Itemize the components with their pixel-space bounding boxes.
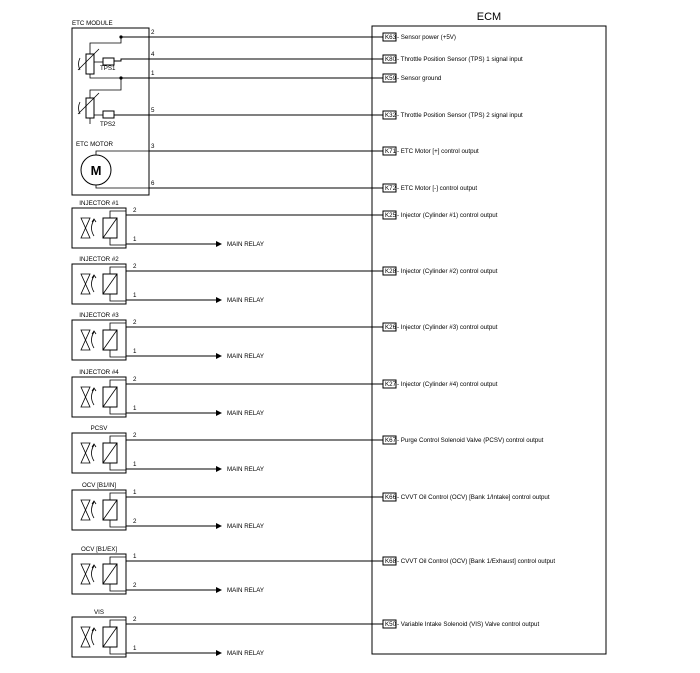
actuator-name-1: INJECTOR #2 — [79, 256, 119, 263]
etc-text-4: - ETC Motor [+] control output — [397, 148, 479, 155]
relay-label-3: MAIN RELAY — [227, 410, 265, 417]
terminal-text-6: - CVVT Oil Control (OCV) [Bank 1/Exhaust] control output — [397, 558, 556, 565]
relay-pin-4: 1 — [133, 461, 137, 468]
etc-pin-3: 5 — [151, 107, 155, 114]
actuator-name-3: INJECTOR #4 — [79, 369, 119, 376]
arrow-icon-2 — [216, 353, 222, 359]
actuator-box-2 — [72, 320, 126, 360]
relay-label-4: MAIN RELAY — [227, 466, 265, 473]
signal-pin-3: 2 — [133, 376, 137, 383]
arrow-icon-6 — [216, 587, 222, 593]
terminal-3: K27 — [385, 381, 397, 388]
actuator-box-3 — [72, 377, 126, 417]
arrow-icon-4 — [216, 466, 222, 472]
etc-terminal-3: K32 — [385, 112, 397, 119]
relay-pin-7: 1 — [133, 645, 137, 652]
actuator-box-4 — [72, 433, 126, 473]
terminal-1: K28 — [385, 268, 397, 275]
actuator-box-5 — [72, 490, 126, 530]
actuator-name-4: PCSV — [90, 425, 108, 432]
arrow-icon-7 — [216, 650, 222, 656]
etc-text-2: - Sensor ground — [397, 75, 442, 82]
etc-motor-symbol: M — [90, 163, 102, 178]
ecm-title: ECM — [476, 11, 502, 23]
arrow-icon-3 — [216, 410, 222, 416]
relay-pin-6: 2 — [133, 582, 137, 589]
etc-motor-label: ETC MOTOR — [76, 141, 114, 148]
signal-pin-2: 2 — [133, 319, 137, 326]
relay-pin-2: 1 — [133, 348, 137, 355]
relay-label-5: MAIN RELAY — [227, 523, 265, 530]
arrow-icon-5 — [216, 523, 222, 529]
terminal-text-7: - Variable Intake Solenoid (VIS) Valve control output — [397, 621, 540, 628]
relay-label-6: MAIN RELAY — [227, 587, 265, 594]
etc-pin-5: 6 — [151, 180, 155, 187]
signal-pin-1: 2 — [133, 263, 137, 270]
terminal-4: K67 — [385, 437, 397, 444]
relay-pin-1: 1 — [133, 292, 137, 299]
terminal-6: K68 — [385, 558, 397, 565]
signal-pin-0: 2 — [133, 207, 137, 214]
actuator-name-0: INJECTOR #1 — [79, 200, 119, 207]
terminal-text-3: - Injector (Cylinder #4) control output — [397, 381, 498, 388]
relay-pin-5: 2 — [133, 518, 137, 525]
actuator-name-7: VIS — [94, 609, 104, 616]
terminal-2: K26 — [385, 324, 397, 331]
etc-module-title: ETC MODULE — [72, 20, 113, 27]
actuator-box-1 — [72, 264, 126, 304]
etc-text-1: - Throttle Position Sensor (TPS) 1 signal input — [397, 56, 523, 63]
terminal-text-1: - Injector (Cylinder #2) control output — [397, 268, 498, 275]
etc-pin-0: 2 — [151, 29, 155, 36]
relay-pin-0: 1 — [133, 236, 137, 243]
terminal-text-0: - Injector (Cylinder #1) control output — [397, 212, 498, 219]
actuator-box-0 — [72, 208, 126, 248]
actuator-name-2: INJECTOR #3 — [79, 312, 119, 319]
relay-label-0: MAIN RELAY — [227, 241, 265, 248]
terminal-7: K50 — [385, 621, 397, 628]
etc-text-5: - ETC Motor [-] control output — [397, 185, 478, 192]
signal-pin-4: 2 — [133, 432, 137, 439]
signal-pin-5: 1 — [133, 489, 137, 496]
arrow-icon-1 — [216, 297, 222, 303]
actuator-name-5: OCV [B1/IN] — [81, 482, 117, 489]
etc-text-3: - Throttle Position Sensor (TPS) 2 signal input — [397, 112, 523, 119]
etc-pin-2: 1 — [151, 70, 155, 77]
etc-pin-1: 4 — [151, 51, 155, 58]
etc-terminal-2: K59 — [385, 75, 397, 82]
terminal-text-2: - Injector (Cylinder #3) control output — [397, 324, 498, 331]
relay-label-7: MAIN RELAY — [227, 650, 265, 657]
terminal-text-5: - CVVT Oil Control (OCV) [Bank 1/Intake] control output — [397, 494, 550, 501]
etc-terminal-5: K72 — [385, 185, 397, 192]
etc-terminal-0: K63 — [385, 34, 397, 41]
etc-text-0: - Sensor power (+5V) — [397, 34, 456, 41]
signal-pin-6: 1 — [133, 553, 137, 560]
actuator-box-6 — [72, 554, 126, 594]
etc-terminal-1: K80 — [385, 56, 397, 63]
actuator-name-6: OCV [B1/EX] — [80, 546, 118, 553]
terminal-text-4: - Purge Control Solenoid Valve (PCSV) control output — [397, 437, 544, 444]
tps2-label: TPS2 — [100, 121, 116, 128]
relay-label-2: MAIN RELAY — [227, 353, 265, 360]
signal-pin-7: 2 — [133, 616, 137, 623]
relay-label-1: MAIN RELAY — [227, 297, 265, 304]
arrow-icon-0 — [216, 241, 222, 247]
etc-pin-4: 3 — [151, 143, 155, 150]
terminal-0: K25 — [385, 212, 397, 219]
relay-pin-3: 1 — [133, 405, 137, 412]
etc-terminal-4: K71 — [385, 148, 397, 155]
actuator-box-7 — [72, 617, 126, 657]
terminal-5: K66 — [385, 494, 397, 501]
tps1-label: TPS1 — [100, 65, 116, 72]
